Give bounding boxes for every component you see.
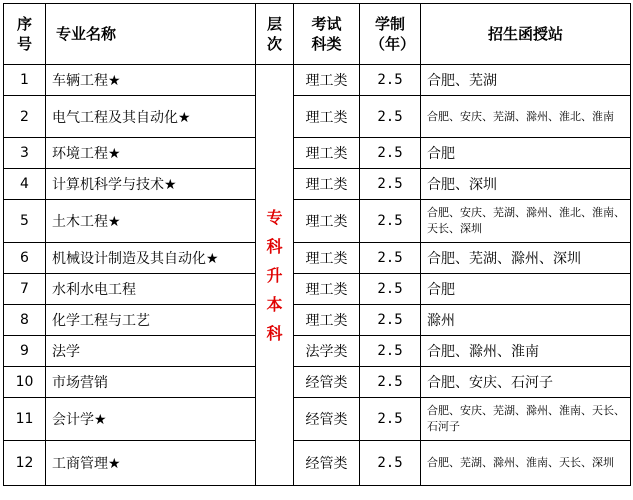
- row-sites: 合肥: [421, 274, 631, 305]
- row-major-name: 市场营销: [46, 367, 256, 398]
- row-num: 11: [4, 398, 46, 441]
- row-category: 经管类: [294, 367, 360, 398]
- row-num: 2: [4, 96, 46, 138]
- table-row: [4, 336, 631, 367]
- row-category: 法学类: [294, 336, 360, 367]
- row-years: 2.5: [360, 274, 421, 305]
- row-years: 2.5: [360, 169, 421, 200]
- row-major-name: 车辆工程★: [46, 65, 256, 96]
- row-years: 2.5: [360, 138, 421, 169]
- row-years: 2.5: [360, 65, 421, 96]
- row-sites: 合肥、芜湖: [421, 65, 631, 96]
- row-years: 2.5: [360, 398, 421, 441]
- table-row: [4, 96, 631, 138]
- table-row: [4, 65, 631, 96]
- row-sites: 合肥: [421, 138, 631, 169]
- row-major-name: 法学: [46, 336, 256, 367]
- level-text: 专科升本科: [266, 207, 283, 343]
- row-sites: 合肥、滁州、淮南: [421, 336, 631, 367]
- table-row: [4, 200, 631, 243]
- row-num: 1: [4, 65, 46, 96]
- row-sites: 合肥、安庆、芜湖、滁州、淮北、淮南、天长、深圳: [421, 200, 631, 243]
- row-years: 2.5: [360, 243, 421, 274]
- table-row: [4, 398, 631, 441]
- row-sites: 合肥、芜湖、滁州、淮南、天长、深圳: [421, 441, 631, 486]
- row-num: 9: [4, 336, 46, 367]
- table-row: [4, 305, 631, 336]
- header-level: 层次: [256, 4, 294, 65]
- row-major-name: 会计学★: [46, 398, 256, 441]
- row-major-name: 水利水电工程: [46, 274, 256, 305]
- row-sites: 合肥、芜湖、滁州、深圳: [421, 243, 631, 274]
- row-num: 7: [4, 274, 46, 305]
- header-num: 序号: [4, 4, 46, 65]
- row-years: 2.5: [360, 336, 421, 367]
- row-major-name: 机械设计制造及其自动化★: [46, 243, 256, 274]
- row-major-name: 电气工程及其自动化★: [46, 96, 256, 138]
- enrollment-table: [3, 3, 631, 486]
- row-years: 2.5: [360, 200, 421, 243]
- row-major-name: 计算机科学与技术★: [46, 169, 256, 200]
- row-category: 理工类: [294, 305, 360, 336]
- row-num: 12: [4, 441, 46, 486]
- row-major-name: 环境工程★: [46, 138, 256, 169]
- table-row: [4, 243, 631, 274]
- row-num: 6: [4, 243, 46, 274]
- row-category: 理工类: [294, 243, 360, 274]
- row-years: 2.5: [360, 367, 421, 398]
- header-years: 学制（年）: [360, 4, 421, 65]
- row-category: 理工类: [294, 96, 360, 138]
- row-category: 理工类: [294, 65, 360, 96]
- row-category: 理工类: [294, 138, 360, 169]
- header-row: [4, 4, 631, 65]
- row-num: 5: [4, 200, 46, 243]
- row-sites: 合肥、安庆、芜湖、滁州、淮南、天长、石河子: [421, 398, 631, 441]
- row-major-name: 化学工程与工艺: [46, 305, 256, 336]
- header-name: 专业名称: [46, 4, 256, 65]
- table-row: [4, 441, 631, 486]
- row-sites: 滁州: [421, 305, 631, 336]
- table-row: [4, 367, 631, 398]
- row-sites: 合肥、安庆、石河子: [421, 367, 631, 398]
- row-category: 理工类: [294, 274, 360, 305]
- enrollment-table-wrapper: [3, 3, 631, 486]
- row-category: 理工类: [294, 169, 360, 200]
- row-category: 经管类: [294, 441, 360, 486]
- row-num: 3: [4, 138, 46, 169]
- table-row: [4, 274, 631, 305]
- row-sites: 合肥、安庆、芜湖、滁州、淮北、淮南: [421, 96, 631, 138]
- row-major-name: 土木工程★: [46, 200, 256, 243]
- row-num: 10: [4, 367, 46, 398]
- table-row: [4, 169, 631, 200]
- level-cell: [256, 65, 294, 486]
- row-years: 2.5: [360, 441, 421, 486]
- row-years: 2.5: [360, 96, 421, 138]
- table-row: [4, 138, 631, 169]
- row-num: 4: [4, 169, 46, 200]
- row-category: 理工类: [294, 200, 360, 243]
- header-category: 考试科类: [294, 4, 360, 65]
- row-sites: 合肥、深圳: [421, 169, 631, 200]
- row-category: 经管类: [294, 398, 360, 441]
- row-years: 2.5: [360, 305, 421, 336]
- header-sites: 招生函授站: [421, 4, 631, 65]
- row-num: 8: [4, 305, 46, 336]
- row-major-name: 工商管理★: [46, 441, 256, 486]
